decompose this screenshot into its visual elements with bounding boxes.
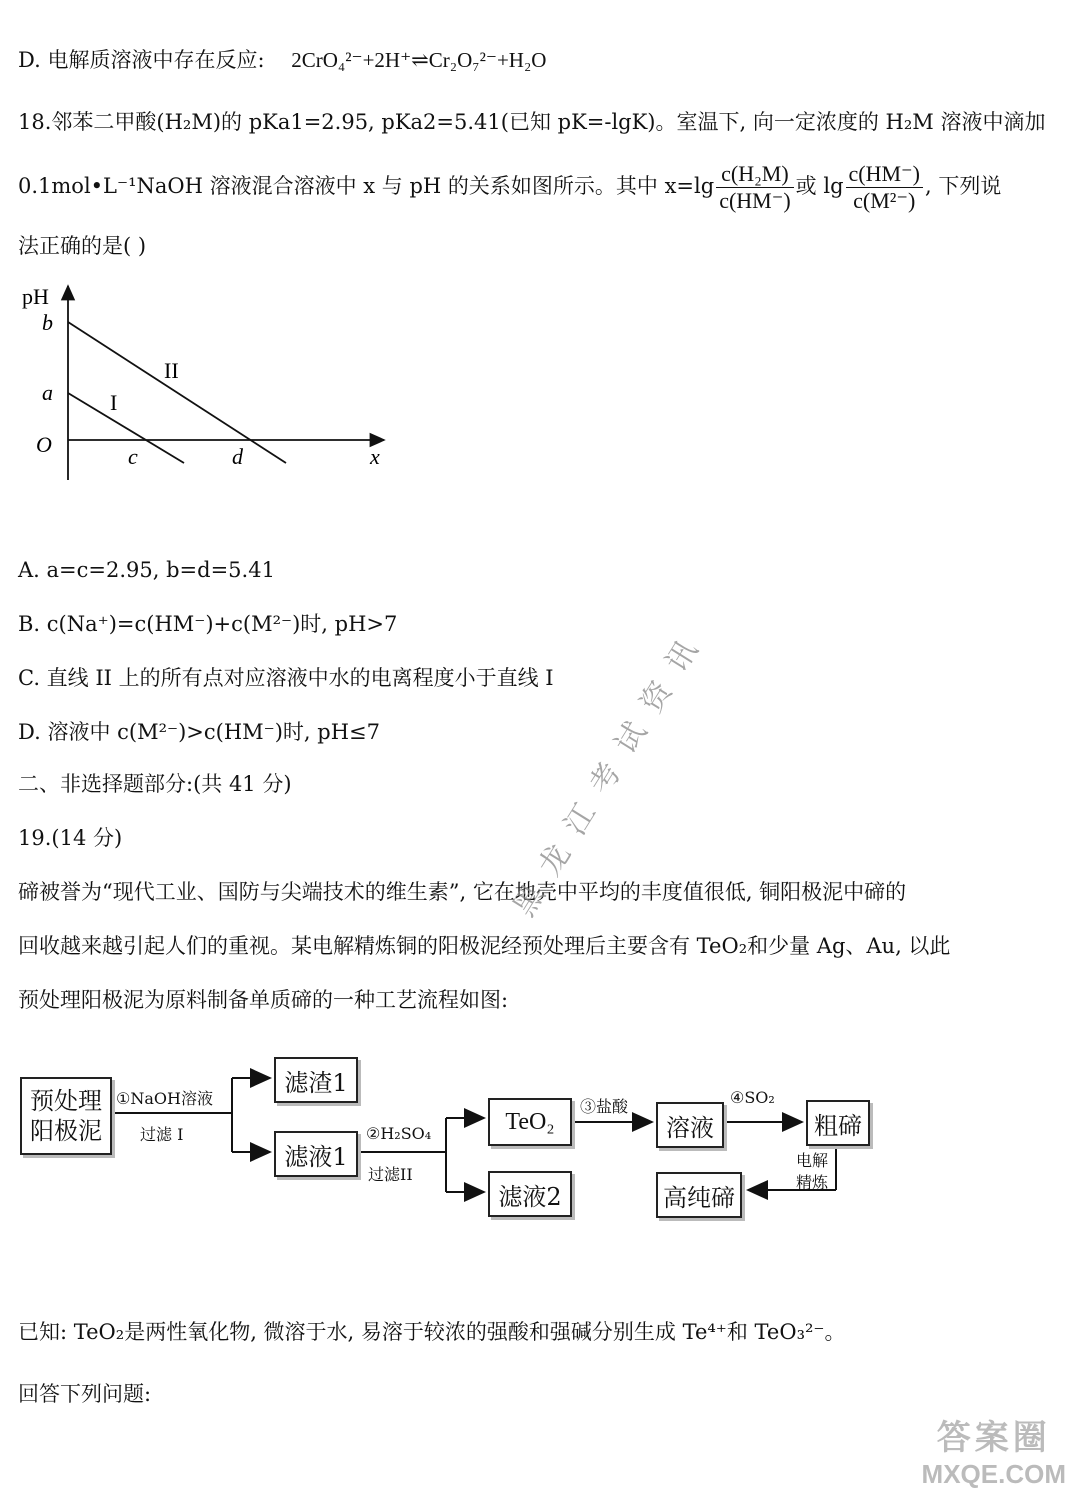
label-line-ii: II: [164, 358, 179, 383]
box-pretreated-anode-mud: [20, 1077, 112, 1155]
q19-answer-prompt: 回答下列问题:: [18, 1382, 152, 1406]
section-2-heading: 二、非选择题部分:(共 41 分): [18, 772, 292, 796]
fraction-2: [846, 161, 923, 214]
box-teo2: TeO₂: [488, 1098, 572, 1146]
step3-reagent: ③盐酸: [580, 1097, 629, 1116]
box-residue-1: 滤渣1: [274, 1057, 358, 1103]
fraction-2-den: c(M²⁻): [853, 188, 916, 213]
q18-option-a: A. a=c=2.95, b=d=5.41: [18, 558, 275, 582]
step1-operation: 过滤 I: [140, 1125, 184, 1144]
x-axis-label: x: [370, 444, 380, 469]
fraction-1-den: c(HM⁻): [719, 188, 791, 213]
graph-line-i: [68, 393, 184, 463]
q18-line2-pre: 0.1mol•L⁻¹NaOH 溶液混合溶液中 x 与 pH 的关系如图所示。其中 x=lg: [18, 174, 715, 198]
logo-line2: MXQE.COM: [921, 1459, 1066, 1489]
logo-line1: 答案圈: [936, 1419, 1051, 1457]
label-b: b: [42, 310, 53, 335]
box-filtrate-2: 滤液2: [488, 1171, 572, 1217]
fraction-1-num: c(H₂M): [716, 161, 793, 188]
q18-line2-post: , 下列说: [925, 174, 1002, 198]
step1-reagent: ①NaOH溶液: [116, 1089, 213, 1108]
box-pure-tellurium: 高纯碲: [656, 1172, 742, 1218]
box-start-line2: 阳极泥: [30, 1117, 102, 1145]
label-line-i: I: [110, 390, 118, 415]
graph-line-ii: [68, 322, 286, 463]
label-origin: O: [36, 432, 52, 457]
q18-line1: 18.邻苯二甲酸(H₂M)的 pKa1=2.95, pKa2=5.41(已知 pK=-lgK)。室温下, 向一定浓度的 H₂M 溶液中滴加: [18, 110, 1046, 134]
box-solution: 溶液: [656, 1102, 724, 1148]
q18-or: 或 lg: [795, 174, 844, 198]
label-c: c: [128, 444, 138, 469]
y-axis-label: pH: [22, 284, 49, 309]
label-a: a: [42, 380, 53, 405]
q18-option-d: D. 溶液中 c(M²⁻)>c(HM⁻)时, pH≤7: [18, 720, 380, 744]
q18-option-c: C. 直线 II 上的所有点对应溶液中水的电离程度小于直线 I: [18, 666, 554, 690]
fraction-1: [716, 161, 793, 214]
step2-operation: 过滤II: [368, 1165, 413, 1184]
step4-reagent: ④SO₂: [730, 1088, 775, 1107]
step5-line1: 电解: [796, 1151, 829, 1170]
q17d-prefix: D. 电解质溶液中存在反应:: [18, 48, 265, 72]
q19-known: 已知: TeO₂是两性氧化物, 微溶于水, 易溶于较浓的强酸和强碱分别生成 Te⁴⁺和 TeO₃²⁻。: [18, 1320, 846, 1344]
watermark-text: 黑龙江考试资讯: [506, 619, 715, 923]
q19-p3: 预处理阳极泥为原料制备单质碲的一种工艺流程如图:: [18, 988, 509, 1012]
box-crude-tellurium: 粗碲: [806, 1100, 870, 1146]
step2-reagent: ②H₂SO₄: [366, 1124, 432, 1143]
label-d: d: [232, 444, 243, 469]
q18-option-b: B. c(Na⁺)=c(HM⁻)+c(M²⁻)时, pH>7: [18, 612, 398, 636]
q17-option-d: [18, 46, 546, 74]
box-start-line1: 预处理: [30, 1087, 102, 1115]
box-filtrate-1: 滤液1: [274, 1131, 358, 1177]
q18-line3: 法正确的是( ): [18, 234, 147, 258]
site-logo: [922, 1410, 1066, 1490]
fraction-2-num: c(HM⁻): [846, 161, 923, 188]
q19-head: 19.(14 分): [18, 826, 123, 850]
ph-graph: [18, 280, 398, 490]
q19-p1: 碲被誉为“现代工业、国防与尖端技术的维生素”, 它在地壳中平均的丰度值很低, 铜阳极泥中碲的: [18, 880, 907, 904]
q17d-equation: 2CrO₄²⁻+2H⁺⇌Cr₂O₇²⁻+H₂O: [291, 48, 547, 72]
step5-line2: 精炼: [796, 1173, 829, 1192]
q19-p2: 回收越来越引起人们的重视。某电解精炼铜的阳极泥经预处理后主要含有 TeO₂和少量 Ag、Au, 以此: [18, 934, 951, 958]
q18-line2: [18, 156, 1001, 216]
